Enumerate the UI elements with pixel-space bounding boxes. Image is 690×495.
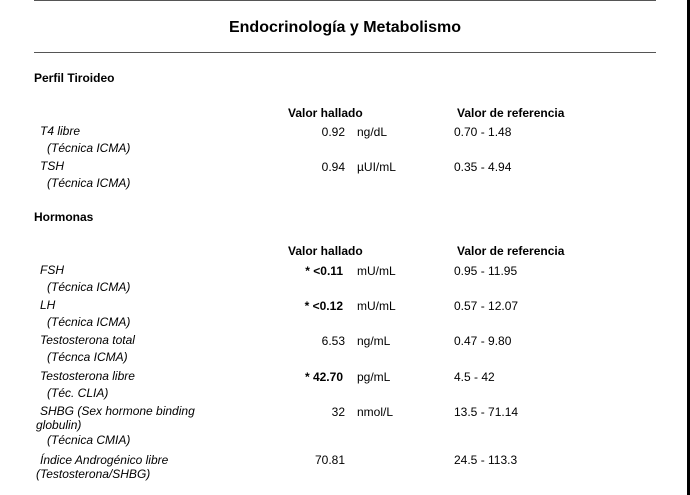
test-unit: mU/mL	[357, 264, 396, 278]
test-reference: 24.5 - 113.3	[454, 453, 518, 467]
test-name-line2: (Testosterona/SHBG)	[36, 467, 151, 481]
test-value: 0.94	[321, 160, 345, 174]
test-reference: 0.35 - 4.94	[454, 160, 512, 174]
column-header-reference: Valor de referencia	[457, 106, 565, 120]
test-value-flagged: * 42.70	[304, 370, 343, 384]
title-rule	[34, 52, 656, 53]
test-value: 0.92	[321, 125, 345, 139]
test-name: Testosterona total	[40, 333, 135, 347]
test-reference: 4.5 - 42	[454, 370, 495, 384]
test-reference: 13.5 - 71.14	[454, 405, 519, 419]
column-header-reference: Valor de referencia	[457, 244, 565, 258]
test-name-line2: globulin)	[36, 418, 82, 432]
test-name: T4 libre	[40, 124, 81, 138]
test-method: (Técnica CMIA)	[47, 433, 131, 447]
test-name-line1: Índice Androgénico libre	[40, 453, 169, 467]
test-name: LH	[40, 298, 56, 312]
test-value: 70.81	[314, 453, 345, 467]
test-value-flagged: * <0.12	[304, 299, 343, 313]
test-unit: mU/mL	[357, 299, 396, 313]
test-reference: 0.95 - 11.95	[454, 264, 518, 278]
column-header-value: Valor hallado	[288, 244, 363, 258]
test-method: (Técnica ICMA)	[47, 315, 131, 329]
test-unit: ng/mL	[357, 334, 391, 348]
test-unit: pg/mL	[357, 370, 391, 384]
test-name-line1: SHBG (Sex hormone binding	[40, 404, 195, 418]
test-value: 6.53	[321, 334, 345, 348]
test-unit: ng/dL	[357, 125, 388, 139]
test-reference: 0.70 - 1.48	[454, 125, 512, 139]
test-name: TSH	[40, 159, 64, 173]
test-unit: nmol/L	[357, 405, 394, 419]
page-title: Endocrinología y Metabolismo	[228, 19, 462, 36]
test-reference: 0.57 - 12.07	[454, 299, 519, 313]
test-value: 32	[331, 405, 345, 419]
test-value-flagged: * <0.11	[305, 264, 343, 278]
test-method: (Técnca ICMA)	[47, 350, 128, 364]
test-name: FSH	[40, 263, 64, 277]
column-header-value: Valor hallado	[288, 106, 363, 120]
top-rule	[34, 0, 656, 1]
test-reference: 0.47 - 9.80	[454, 334, 512, 348]
section-heading-thyroid: Perfil Tiroideo	[34, 71, 115, 85]
section-heading-hormones: Hormonas	[34, 210, 94, 224]
test-method: (Técnica ICMA)	[47, 141, 131, 155]
test-method: (Téc. CLIA)	[47, 386, 109, 400]
test-unit: µUI/mL	[357, 160, 396, 174]
test-name: Testosterona libre	[40, 369, 135, 383]
test-method: (Técnica ICMA)	[47, 176, 131, 190]
test-method: (Técnica ICMA)	[47, 280, 131, 294]
